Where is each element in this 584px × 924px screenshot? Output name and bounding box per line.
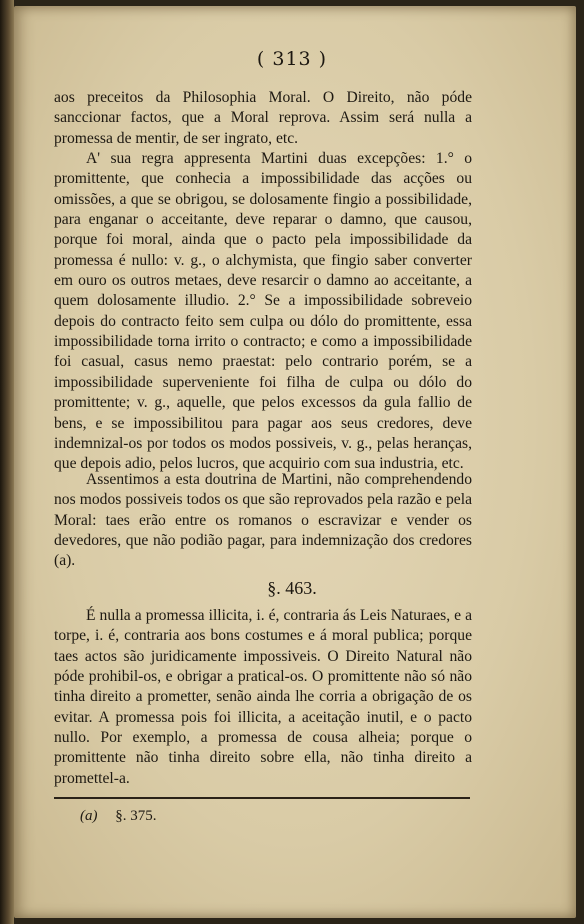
section-paragraph: É nulla a promessa illicita, i. é, contraria ás Leis Naturaes, e a torpe, i. é, contraria aos bons costumes e á moral publica; porque taes actos são juridicamente impossiveis. O Direito Natural não póde prohibil-os, e obrigar a pratical-os. O promittente não só não tinha direito a prometter, senão ainda lhe corria a obrigação de os evitar. A promessa pois foi illicita, a aceitação inutil, e o pacto nullo. Por exemplo, a promessa de cousa alheia; porque o promittente não tinha direito sobre ella, não tinha direito a promettel-a. <box>54 607 472 787</box>
footnote-divider <box>54 797 470 799</box>
paragraph-continuation: aos preceitos da Philosophia Moral. O Direito, não póde sanccionar factos, que a Moral reprova. Assim será nulla a promessa de mentir, de ser ingrato, etc. <box>54 89 472 147</box>
footnote <box>80 808 157 825</box>
body-text-top <box>54 88 472 475</box>
footnote-marker: (a) <box>80 808 98 824</box>
page-number: ( 313 ) <box>256 48 328 70</box>
paragraph-agreement: Assentimos a esta doutrina de Martini, não comprehendendo nos modos possiveis todos os que são reprovados pela razão e pela Moral: taes erão entre os romanos o escravizar e vender os devedores, que não podião pagar, para indemnização dos credores (a). <box>54 471 472 570</box>
section-heading: §. 463. <box>267 578 317 598</box>
footnote-text: §. 375. <box>115 808 157 824</box>
book-binding-edge <box>0 0 14 924</box>
body-text-section <box>54 606 472 789</box>
body-text-middle <box>54 470 472 572</box>
paragraph-exceptions: A' sua regra appresenta Martini duas excepções: 1.° o promittente, que conhecia a impossibilidade das acções ou omissões, a que se obrigou, se dolosamente fingio a possibilidade, para enganar o acceitante, deve reparar o damno, que causou, porque foi moral, ainda que o pacto pela impossibilidade da promessa é nullo: v. g., o alchymista, que fingio saber converter em ouro os outros metaes, deve resarcir o damno ao acceitante, a quem dolosamente illudio. 2.° Se a impossibilidade sobreveio depois do contracto feito sem culpa ou dólo do promittente, essa impossibilidade torna irrito o contracto; e como a impossibilidade foi casual, casus nemo praestat: pelo contrario porém, se a impossibilidade superveniente foi filha de culpa ou dólo do promittente; v. g., aquelle, que pelos excessos da gula fallio de bens, e se impossibilitou para pagar aos seus credores, deve indemnizal-os por todos os modos possiveis, v. g., pelas heranças, que depois adio, pelos lucros, que acquirio com sua industria, etc. <box>54 150 472 473</box>
